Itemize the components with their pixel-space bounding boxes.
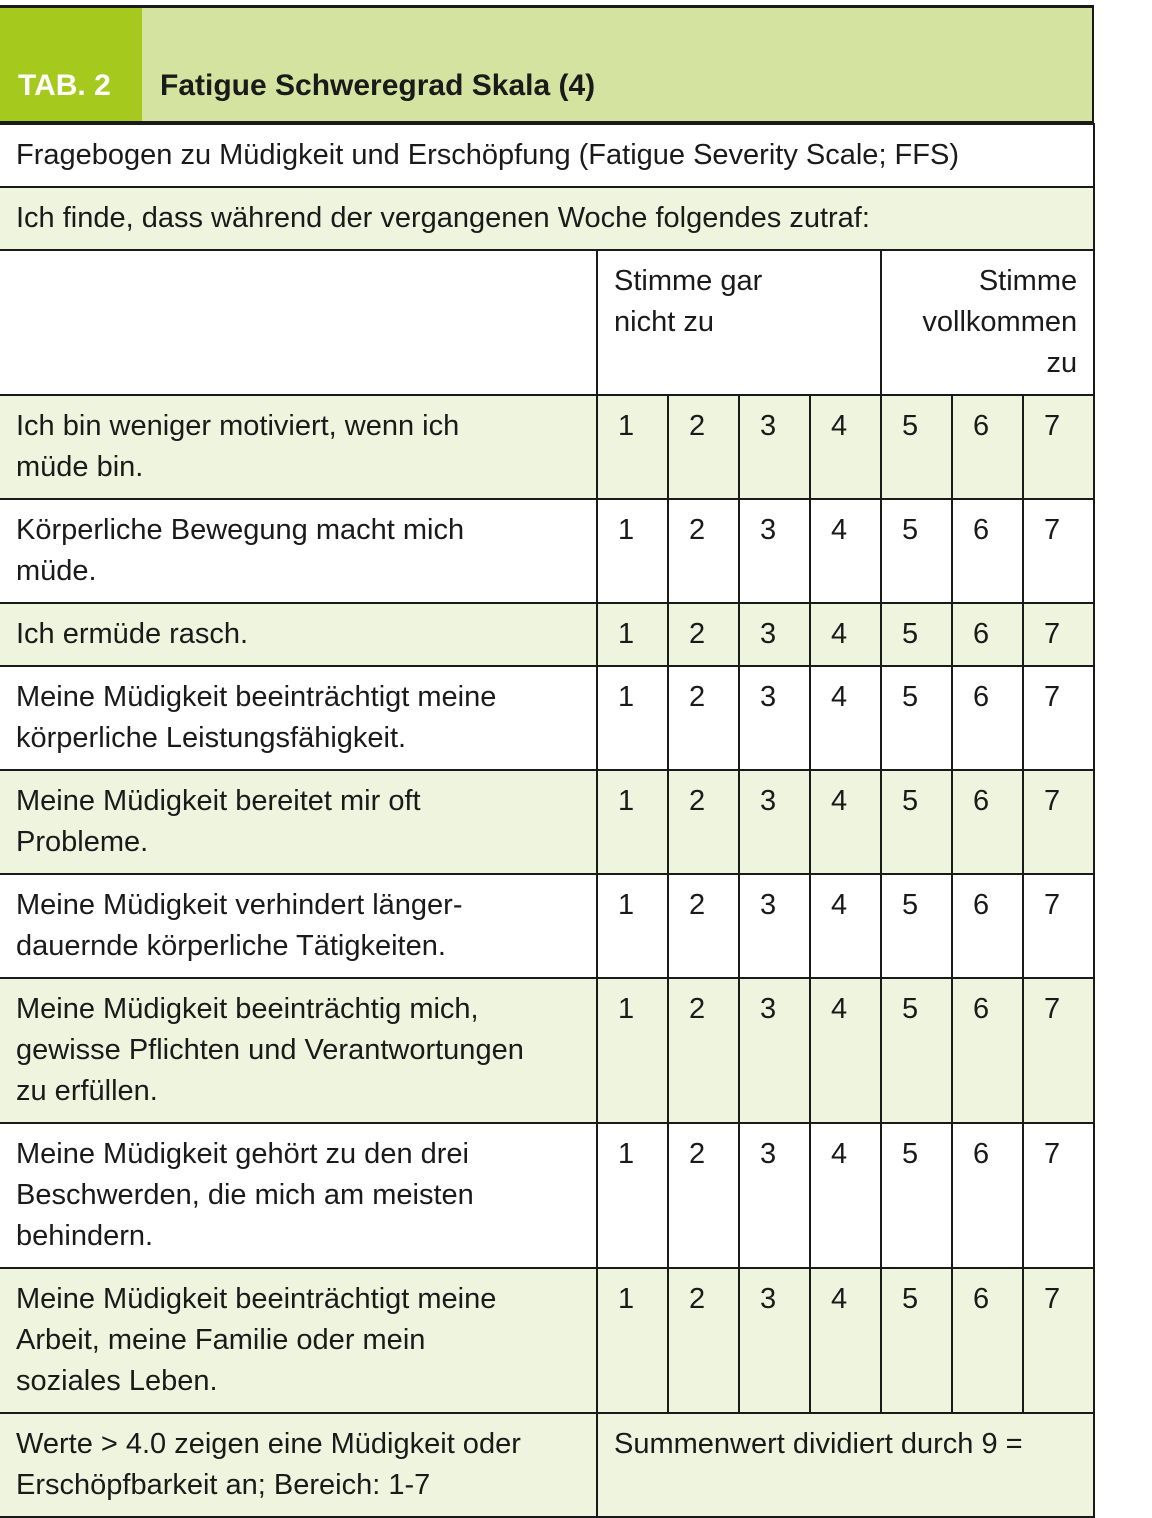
item-statement-line1: Meine Müdigkeit beeinträchtigt meine bbox=[16, 681, 497, 713]
rating-option-1[interactable]: 1 bbox=[597, 499, 668, 603]
item-statement bbox=[0, 395, 597, 499]
rating-option-4[interactable]: 4 bbox=[810, 770, 881, 874]
item-statement-line2: dauernde körperliche Tätigkeiten. bbox=[16, 930, 446, 962]
footer-note bbox=[0, 1413, 597, 1517]
rating-option-3[interactable]: 3 bbox=[739, 603, 810, 666]
rating-option-3[interactable]: 3 bbox=[739, 666, 810, 770]
item-row bbox=[0, 395, 1094, 499]
item-statement bbox=[0, 1268, 597, 1413]
item-statement bbox=[0, 770, 597, 874]
rating-option-2[interactable]: 2 bbox=[668, 603, 739, 666]
rating-option-1[interactable]: 1 bbox=[597, 770, 668, 874]
rating-option-3[interactable]: 3 bbox=[739, 395, 810, 499]
item-statement-line1: Meine Müdigkeit gehört zu den drei bbox=[16, 1138, 469, 1170]
rating-option-2[interactable]: 2 bbox=[668, 395, 739, 499]
rating-option-6[interactable]: 6 bbox=[952, 770, 1023, 874]
rating-option-1[interactable]: 1 bbox=[597, 874, 668, 978]
rating-option-5[interactable]: 5 bbox=[881, 666, 952, 770]
item-statement-line2: Probleme. bbox=[16, 826, 149, 858]
scale-header-disagree bbox=[597, 250, 881, 395]
item-statement bbox=[0, 666, 597, 770]
item-statement-line3: zu erfüllen. bbox=[16, 1075, 158, 1107]
questionnaire-subtitle: Fragebogen zu Müdigkeit und Erschöpfung (Fatigue Severity Scale; FFS) bbox=[0, 124, 1094, 187]
item-statement-line1: Ich ermüde rasch. bbox=[16, 618, 249, 650]
item-statement bbox=[0, 499, 597, 603]
item-row bbox=[0, 666, 1094, 770]
rating-option-7[interactable]: 7 bbox=[1023, 978, 1094, 1123]
rating-option-1[interactable]: 1 bbox=[597, 603, 668, 666]
rating-option-5[interactable]: 5 bbox=[881, 770, 952, 874]
rating-option-3[interactable]: 3 bbox=[739, 770, 810, 874]
rating-option-1[interactable]: 1 bbox=[597, 1123, 668, 1268]
rating-option-6[interactable]: 6 bbox=[952, 1268, 1023, 1413]
fatigue-scale-table-container bbox=[0, 5, 1094, 1518]
item-statement-line1: Ich bin weniger motiviert, wenn ich bbox=[16, 410, 460, 442]
rating-option-3[interactable]: 3 bbox=[739, 1268, 810, 1413]
rating-option-5[interactable]: 5 bbox=[881, 1123, 952, 1268]
item-statement-line2: körperliche Leistungsfähigkeit. bbox=[16, 722, 407, 754]
rating-option-2[interactable]: 2 bbox=[668, 1123, 739, 1268]
footer-sum: Summenwert dividiert durch 9 = bbox=[597, 1413, 1094, 1517]
table-tag: TAB. 2 bbox=[0, 8, 142, 121]
item-row bbox=[0, 1268, 1094, 1413]
item-row bbox=[0, 499, 1094, 603]
scale-header-empty bbox=[0, 250, 597, 395]
rating-option-6[interactable]: 6 bbox=[952, 874, 1023, 978]
item-statement bbox=[0, 978, 597, 1123]
rating-option-3[interactable]: 3 bbox=[739, 499, 810, 603]
rating-option-4[interactable]: 4 bbox=[810, 666, 881, 770]
rating-option-2[interactable]: 2 bbox=[668, 666, 739, 770]
rating-option-7[interactable]: 7 bbox=[1023, 1268, 1094, 1413]
item-statement bbox=[0, 603, 597, 666]
rating-option-5[interactable]: 5 bbox=[881, 603, 952, 666]
rating-option-5[interactable]: 5 bbox=[881, 978, 952, 1123]
rating-option-4[interactable]: 4 bbox=[810, 1123, 881, 1268]
rating-option-2[interactable]: 2 bbox=[668, 978, 739, 1123]
item-statement-line2: gewisse Pflichten und Verantwortungen bbox=[16, 1034, 524, 1066]
item-statement-line3: behindern. bbox=[16, 1220, 154, 1252]
footer-note-line1: Werte > 4.0 zeigen eine Müdigkeit oder bbox=[16, 1428, 521, 1460]
rating-option-1[interactable]: 1 bbox=[597, 978, 668, 1123]
rating-option-4[interactable]: 4 bbox=[810, 978, 881, 1123]
item-statement-line1: Meine Müdigkeit beeinträchtig mich, bbox=[16, 993, 479, 1025]
scale-header-agree bbox=[881, 250, 1094, 395]
item-row bbox=[0, 770, 1094, 874]
item-row bbox=[0, 874, 1094, 978]
item-statement-line1: Körperliche Bewegung macht mich bbox=[16, 514, 465, 546]
table-title: Fatigue Schweregrad Skala (4) bbox=[142, 8, 1092, 121]
item-statement bbox=[0, 874, 597, 978]
rating-option-7[interactable]: 7 bbox=[1023, 1123, 1094, 1268]
rating-option-7[interactable]: 7 bbox=[1023, 603, 1094, 666]
rating-option-3[interactable]: 3 bbox=[739, 978, 810, 1123]
rating-option-2[interactable]: 2 bbox=[668, 1268, 739, 1413]
rating-option-6[interactable]: 6 bbox=[952, 395, 1023, 499]
rating-option-5[interactable]: 5 bbox=[881, 395, 952, 499]
rating-option-4[interactable]: 4 bbox=[810, 499, 881, 603]
item-statement-line1: Meine Müdigkeit beeinträchtigt meine bbox=[16, 1283, 497, 1315]
rating-option-5[interactable]: 5 bbox=[881, 1268, 952, 1413]
rating-option-3[interactable]: 3 bbox=[739, 1123, 810, 1268]
rating-option-4[interactable]: 4 bbox=[810, 874, 881, 978]
item-statement-line2: müde bin. bbox=[16, 451, 144, 483]
fatigue-scale-table bbox=[0, 123, 1095, 1518]
rating-option-1[interactable]: 1 bbox=[597, 666, 668, 770]
rating-option-4[interactable]: 4 bbox=[810, 1268, 881, 1413]
scale-header-disagree-line2: nicht zu bbox=[614, 306, 714, 338]
scale-header-disagree-line1: Stimme gar bbox=[614, 265, 763, 297]
item-statement-line2: Arbeit, meine Familie oder mein bbox=[16, 1324, 426, 1356]
rating-option-7[interactable]: 7 bbox=[1023, 395, 1094, 499]
rating-option-1[interactable]: 1 bbox=[597, 1268, 668, 1413]
rating-option-7[interactable]: 7 bbox=[1023, 499, 1094, 603]
scale-header-agree-line2: vollkommen zu bbox=[922, 306, 1078, 379]
table-title-bar bbox=[0, 5, 1094, 123]
footer-note-line2: Erschöpfbarkeit an; Bereich: 1-7 bbox=[16, 1469, 431, 1501]
rating-option-6[interactable]: 6 bbox=[952, 1123, 1023, 1268]
rating-option-6[interactable]: 6 bbox=[952, 603, 1023, 666]
rating-option-6[interactable]: 6 bbox=[952, 499, 1023, 603]
rating-option-7[interactable]: 7 bbox=[1023, 874, 1094, 978]
rating-option-2[interactable]: 2 bbox=[668, 770, 739, 874]
item-statement-line1: Meine Müdigkeit bereitet mir oft bbox=[16, 785, 421, 817]
scale-header-agree-line1: Stimme bbox=[978, 265, 1078, 297]
rating-option-6[interactable]: 6 bbox=[952, 978, 1023, 1123]
rating-option-7[interactable]: 7 bbox=[1023, 770, 1094, 874]
rating-option-4[interactable]: 4 bbox=[810, 603, 881, 666]
item-statement-line2: müde. bbox=[16, 555, 97, 587]
rating-option-5[interactable]: 5 bbox=[881, 874, 952, 978]
item-statement-line2: Beschwerden, die mich am meisten bbox=[16, 1179, 474, 1211]
rating-option-2[interactable]: 2 bbox=[668, 874, 739, 978]
instruction-text: Ich finde, dass während der vergangenen Woche folgendes zutraf: bbox=[0, 187, 1094, 250]
item-statement bbox=[0, 1123, 597, 1268]
rating-option-3[interactable]: 3 bbox=[739, 874, 810, 978]
item-statement-line3: soziales Leben. bbox=[16, 1365, 218, 1397]
item-row bbox=[0, 603, 1094, 666]
rating-option-6[interactable]: 6 bbox=[952, 666, 1023, 770]
item-row bbox=[0, 978, 1094, 1123]
rating-option-2[interactable]: 2 bbox=[668, 499, 739, 603]
rating-option-4[interactable]: 4 bbox=[810, 395, 881, 499]
rating-option-5[interactable]: 5 bbox=[881, 499, 952, 603]
rating-option-7[interactable]: 7 bbox=[1023, 666, 1094, 770]
rating-option-1[interactable]: 1 bbox=[597, 395, 668, 499]
item-row bbox=[0, 1123, 1094, 1268]
item-statement-line1: Meine Müdigkeit verhindert länger- bbox=[16, 889, 463, 921]
